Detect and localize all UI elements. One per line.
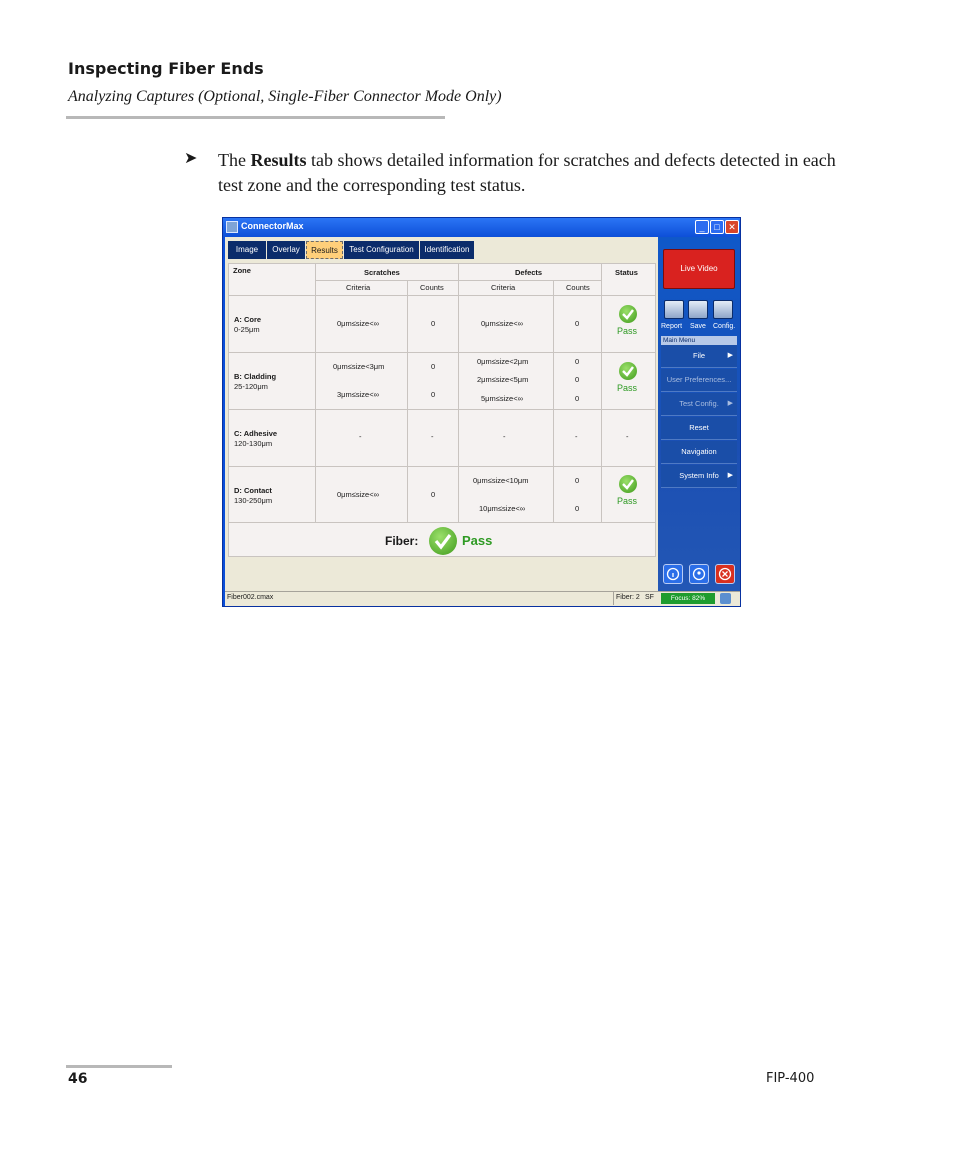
- defect-criteria: 0μm≤size<2μm: [477, 357, 529, 366]
- product-name: FIP-400: [766, 1071, 815, 1086]
- menu-item-file[interactable]: [661, 345, 737, 368]
- section-subtitle: Analyzing Captures (Optional, Single-Fiber Connector Mode Only): [68, 88, 502, 105]
- zone-range: 120-130μm: [234, 439, 273, 448]
- scratch-count: -: [431, 432, 434, 441]
- defect-criteria-header: Criteria: [491, 283, 516, 292]
- status-filename: Fiber002.cmax: [227, 594, 274, 601]
- defect-count: 0: [575, 476, 580, 485]
- body-text-pre: The: [218, 150, 251, 170]
- scratch-count: 0: [431, 490, 436, 499]
- status-header: Status: [615, 268, 638, 277]
- bullet-arrow-icon: ➤: [184, 148, 198, 167]
- grid-line: [315, 264, 316, 522]
- grid-line: [458, 264, 459, 522]
- report-label: Report: [661, 323, 683, 330]
- zone-range: 130-250μm: [234, 496, 273, 505]
- zone-name: A: Core: [234, 315, 262, 324]
- scratch-criteria: 0μm≤size<3μm: [333, 362, 385, 371]
- body-text-bold: Results: [250, 150, 307, 170]
- zone-name: D: Contact: [234, 486, 272, 495]
- scratch-criteria: 3μm≤size<∞: [337, 390, 379, 399]
- zone-status: Pass: [617, 496, 638, 506]
- info-icon[interactable]: [663, 564, 683, 584]
- exit-icon[interactable]: [715, 564, 735, 584]
- live-video-button[interactable]: Live Video: [663, 249, 735, 289]
- connectormax-window: [222, 217, 741, 607]
- save-icon[interactable]: [688, 300, 708, 319]
- page-number: 46: [68, 1071, 88, 1087]
- section-title: Inspecting Fiber Ends: [68, 59, 264, 78]
- status-mode: SF: [645, 594, 654, 601]
- body-text-post: tab shows detailed information for scratches and defects detected in each test zone and the corresponding test status.: [218, 150, 836, 195]
- defect-counts-header: Counts: [566, 283, 590, 292]
- header-rule: [66, 116, 445, 119]
- zone-name: C: Adhesive: [234, 429, 278, 438]
- defect-count: 0: [575, 319, 580, 328]
- app-icon: [226, 221, 238, 233]
- zone-range: 0-25μm: [234, 325, 260, 334]
- menu-label: File: [692, 351, 706, 360]
- scratch-count: 0: [431, 319, 436, 328]
- menu-item-navigation[interactable]: [661, 441, 737, 464]
- defect-count: 0: [575, 357, 580, 366]
- status-bar: [225, 591, 740, 606]
- menu-item-test-config[interactable]: [661, 393, 737, 416]
- config-icon[interactable]: [713, 300, 733, 319]
- status-focus: Focus: 82%: [661, 593, 715, 604]
- main-menu-title: Main Menu: [661, 336, 737, 345]
- tab-image[interactable]: Image: [228, 241, 266, 259]
- defects-header: Defects: [515, 268, 543, 277]
- chevron-right-icon: ▶: [727, 472, 733, 479]
- zone-status: Pass: [617, 383, 638, 393]
- zone-name: B: Cladding: [234, 372, 277, 381]
- grid-line: [601, 264, 602, 522]
- close-button[interactable]: ✕: [725, 220, 739, 234]
- scratch-counts-header: Counts: [420, 283, 444, 292]
- defect-criteria: 0μm≤size<∞: [481, 319, 523, 328]
- defect-criteria: 0μm≤size<10μm: [473, 476, 529, 485]
- grid-line: [229, 409, 655, 410]
- tab-overlay[interactable]: Overlay: [267, 241, 305, 259]
- defect-criteria: 2μm≤size<5μm: [477, 375, 529, 384]
- scratch-criteria: -: [359, 432, 362, 441]
- chevron-right-icon: ▶: [727, 352, 733, 359]
- network-icon: [720, 593, 731, 604]
- defect-count: -: [575, 432, 578, 441]
- menu-label: Reset: [689, 423, 709, 432]
- tab-test-configuration[interactable]: Test Configuration: [344, 241, 419, 259]
- zone-status: Pass: [617, 326, 638, 336]
- client-area: [225, 237, 658, 591]
- menu-label: User Preferences...: [666, 375, 732, 384]
- save-label: Save: [690, 323, 706, 330]
- chevron-right-icon: ▶: [727, 400, 733, 407]
- checkmark-icon: [619, 475, 637, 493]
- right-panel: [658, 237, 740, 591]
- report-icon[interactable]: [664, 300, 684, 319]
- zone-status: -: [626, 432, 629, 441]
- zone-range: 25-120μm: [234, 382, 268, 391]
- status-divider: [613, 592, 614, 605]
- defect-count: 0: [575, 504, 580, 513]
- scratch-count: 0: [431, 362, 436, 371]
- menu-item-user-preferences[interactable]: [661, 369, 737, 392]
- checkmark-icon: [429, 527, 457, 555]
- menu-item-reset[interactable]: [661, 417, 737, 440]
- scratch-count: 0: [431, 390, 436, 399]
- window-title: ConnectorMax: [241, 221, 304, 231]
- scratch-criteria: 0μm≤size<∞: [337, 490, 379, 499]
- status-fiber: Fiber: 2: [616, 594, 640, 601]
- tab-results[interactable]: Results: [306, 241, 343, 259]
- grid-line: [229, 295, 655, 296]
- minimize-button[interactable]: _: [695, 220, 709, 234]
- menu-label: Navigation: [681, 447, 717, 456]
- grid-line: [407, 280, 408, 522]
- defect-criteria: -: [503, 432, 506, 441]
- scratches-header: Scratches: [364, 268, 400, 277]
- config-label: Config.: [713, 323, 736, 330]
- maximize-button[interactable]: □: [710, 220, 724, 234]
- grid-line: [229, 352, 655, 353]
- fiber-label: Fiber:: [385, 534, 419, 548]
- grid-line: [229, 466, 655, 467]
- help-icon[interactable]: [689, 564, 709, 584]
- tab-identification[interactable]: Identification: [420, 241, 474, 259]
- menu-label: System Info: [679, 471, 719, 480]
- defect-count: 0: [575, 394, 580, 403]
- grid-line: [229, 522, 655, 523]
- checkmark-icon: [619, 362, 637, 380]
- menu-item-system-info[interactable]: [661, 465, 737, 488]
- grid-line: [553, 280, 554, 522]
- results-table: [228, 263, 656, 557]
- defect-criteria: 10μm≤size<∞: [479, 504, 526, 513]
- checkmark-icon: [619, 305, 637, 323]
- scratch-criteria-header: Criteria: [346, 283, 371, 292]
- menu-label: Test Config.: [679, 399, 719, 408]
- body-paragraph: [218, 148, 838, 198]
- footer-rule: [66, 1065, 172, 1068]
- zone-header: Zone: [233, 266, 251, 275]
- fiber-status: Pass: [462, 533, 493, 548]
- title-bar[interactable]: [223, 218, 740, 237]
- scratch-criteria: 0μm≤size<∞: [337, 319, 379, 328]
- defect-criteria: 5μm≤size<∞: [481, 394, 523, 403]
- defect-count: 0: [575, 375, 580, 384]
